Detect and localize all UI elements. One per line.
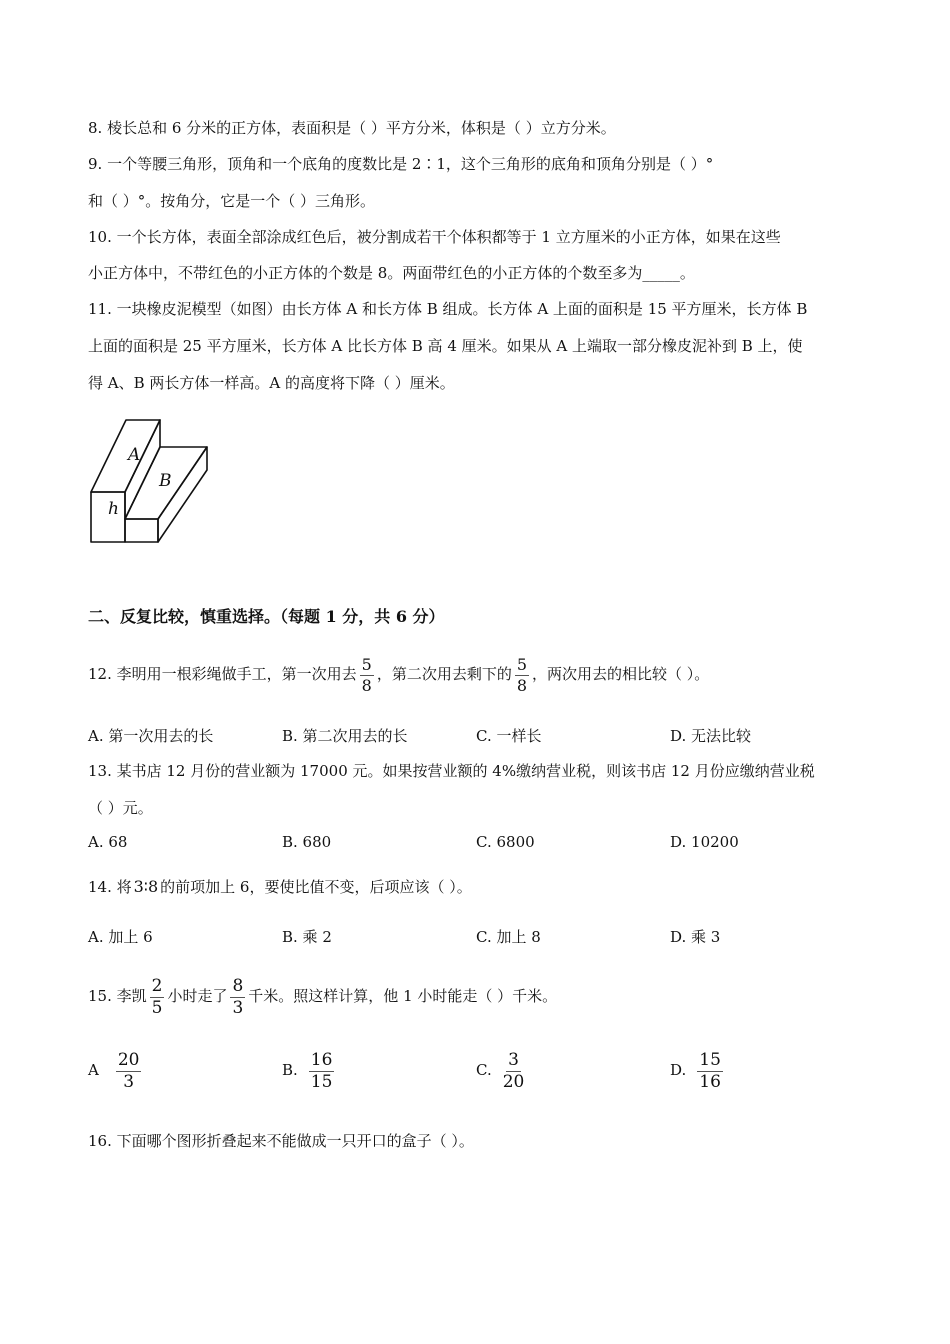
section-2-heading: 二、反复比较，慎重选择。（每题 1 分，共 6 分） [88, 607, 445, 626]
question-12 [88, 650, 709, 698]
label-a: A [128, 445, 141, 465]
q15-option-b-label: B. [282, 1061, 298, 1079]
question-13-line-1: 13. 某书店 12 月份的营业额为 17000 元。如果按营业额的 4%缴纳营业税，则该书店 12 月份应缴纳营业税 [88, 762, 815, 780]
fraction-20-3: $\frac{20}{3}$ [117, 1049, 140, 1092]
question-11-line-2: 上面的面积是 25 平方厘米，长方体 A 比长方体 B 高 4 厘米。如果从 A 上端取一部分橡皮泥补到 B 上，使 [88, 337, 803, 355]
q12-option-d: D. 无法比较 [670, 727, 752, 745]
clay-model-figure [88, 414, 218, 546]
question-13-line-2: （ ）元。 [88, 799, 153, 817]
question-15-text-3: 千米。照这样计算，他 1 小时能走（ ）千米。 [248, 987, 558, 1005]
q14-option-a: A. 加上 6 [88, 928, 153, 946]
q15-option-c [476, 1046, 527, 1094]
q13-option-c: C. 6800 [476, 833, 535, 851]
question-10-line-1: 10. 一个长方体，表面全部涂成红色后，被分割成若干个体积都等于 1 立方厘米的小正方体，如果在这些 [88, 228, 781, 246]
ratio-3-8: 3∶8 [133, 877, 159, 896]
fraction-2-5: $\frac{2}{5}$ [151, 975, 163, 1018]
q15-option-c-label: C. [476, 1061, 492, 1079]
q12-option-c: C. 一样长 [476, 727, 542, 745]
block-b-right-face [158, 447, 207, 542]
q15-option-d-label: D. [670, 1061, 687, 1079]
q13-option-a: A. 68 [88, 833, 128, 851]
q14-option-d: D. 乘 3 [670, 928, 721, 946]
block-b-front-face [125, 519, 158, 542]
block-a-top-face [91, 420, 160, 492]
question-11-line-3: 得 A、B 两长方体一样高。A 的高度将下降（ ）厘米。 [88, 374, 455, 392]
question-12-text-2: ，第二次用去剩下的 [376, 665, 512, 683]
q15-option-d [670, 1046, 726, 1094]
q12-option-b: B. 第二次用去的长 [282, 727, 408, 745]
question-14-text-1: 14. 将 [88, 878, 132, 896]
q14-option-b: B. 乘 2 [282, 928, 332, 946]
fraction-5-8-second: $\frac{5}{8}$ [516, 654, 528, 695]
question-12-text-1: 12. 李明用一根彩绳做手工，第一次用去 [88, 665, 357, 683]
fraction-15-16: $\frac{15}{16}$ [699, 1049, 721, 1092]
fraction-16-15: $\frac{16}{15}$ [310, 1049, 333, 1092]
question-11-line-1: 11. 一块橡皮泥模型（如图）由长方体 A 和长方体 B 组成。长方体 A 上面的面积是 15 平方厘米，长方体 B [88, 300, 808, 318]
question-15-text-2: 小时走了 [167, 987, 228, 1005]
question-10-line-2: 小正方体中，不带红色的小正方体的个数是 8。两面带红色的小正方体的个数至多为_____。 [88, 264, 695, 282]
question-12-text-3: ，两次用去的相比较（ ）。 [532, 665, 710, 683]
q13-option-b: B. 680 [282, 833, 332, 851]
label-b: B [159, 471, 172, 491]
question-9-line-2: 和（ ）°。按角分，它是一个（ ）三角形。 [88, 192, 376, 210]
fraction-8-3: $\frac{8}{3}$ [232, 975, 244, 1018]
question-14 [88, 877, 472, 897]
question-15 [88, 971, 557, 1021]
q15-option-b [282, 1046, 337, 1094]
question-16: 16. 下面哪个图形折叠起来不能做成一只开口的盒子（ ）。 [88, 1132, 474, 1150]
question-15-text-1: 15. 李凯 [88, 987, 147, 1005]
fraction-5-8-first: $\frac{5}{8}$ [361, 654, 372, 695]
q15-option-a-label: A [88, 1061, 99, 1079]
label-h: h [108, 499, 119, 519]
q13-option-d: D. 10200 [670, 833, 739, 851]
q14-option-c: C. 加上 8 [476, 928, 541, 946]
q12-option-a: A. 第一次用去的长 [88, 727, 214, 745]
question-8: 8. 棱长总和 6 分米的正方体，表面积是（ ）平方分米，体积是（ ）立方分米。 [88, 119, 616, 137]
block-a-right-face [125, 420, 160, 519]
fraction-3-20: $\frac{3}{20}$ [502, 1049, 525, 1092]
q15-option-a [88, 1046, 144, 1094]
question-14-text-2: 的前项加上 6，要使比值不变，后项应该（ ）。 [160, 878, 472, 896]
question-9-line-1: 9. 一个等腰三角形，顶角和一个底角的度数比是 2∶1，这个三角形的底角和顶角分别是（ ）° [88, 155, 714, 173]
